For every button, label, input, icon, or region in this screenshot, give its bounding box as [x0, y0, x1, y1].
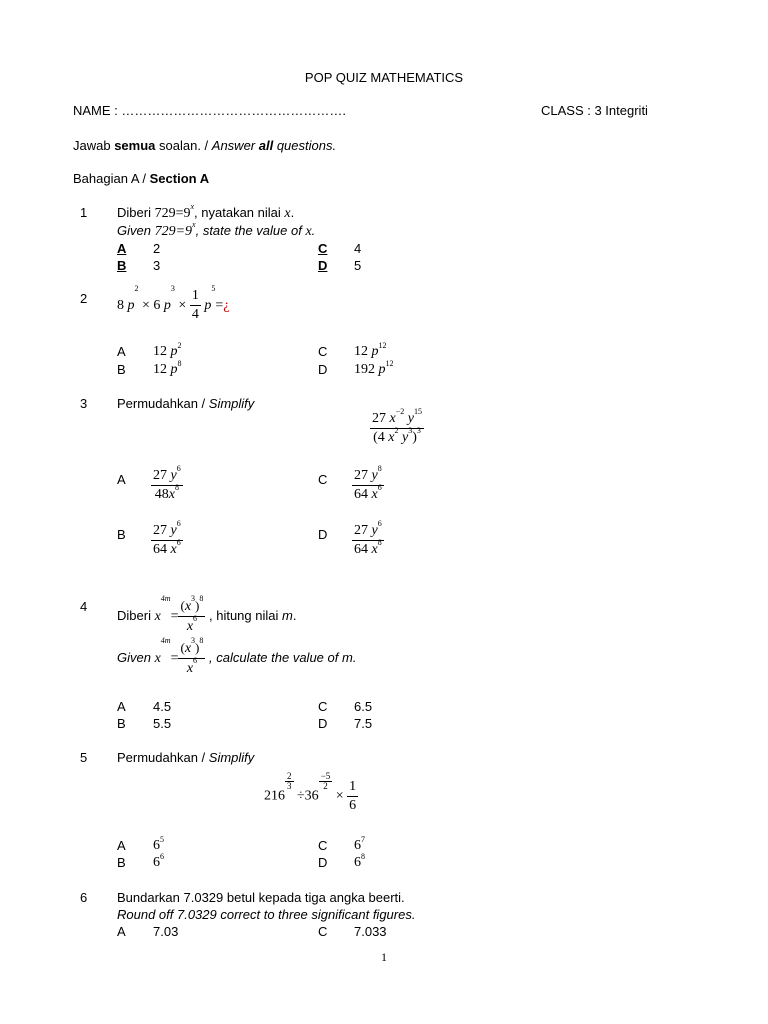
option-label: A [117, 472, 126, 487]
option-value: 4.5 [153, 699, 172, 714]
option-label: D [318, 527, 328, 542]
question-text: Permudahkan / Simplify [117, 396, 255, 411]
option-label: A [117, 838, 126, 853]
option-label: B [117, 362, 126, 377]
option-value: $\frac{27 y^6}{64 x^6}$ [153, 519, 181, 557]
option-label: C [318, 344, 328, 359]
section-heading: Bahagian A / Section A [73, 171, 210, 186]
option-label: B [117, 716, 126, 731]
option-label: B [117, 855, 126, 870]
option-value: 2 [153, 241, 161, 256]
question-text-ms: Diberi $729=9^x$, nyatakan nilai x. [117, 202, 295, 221]
option-value: 3 [153, 258, 161, 273]
question-number: 6 [80, 890, 88, 905]
option-value: 7.03 [153, 924, 179, 939]
option-value: 4 [354, 241, 362, 256]
question-text-ms: Diberi $x^{4m}=$ $\frac{(x^3)^8}{x^6}$ , hitung nilai m. [117, 594, 297, 634]
page-title: POP QUIZ MATHEMATICS [304, 70, 464, 85]
question-text-en: Given $729=9^x$, state the value of x. [117, 220, 316, 239]
option-label: D [318, 258, 328, 273]
question-expression: $\frac{27 x^{-2} y^{15}}{(4 x^2 y^3)^3}$ [372, 407, 422, 445]
question-text-en: Round off 7.0329 correct to three significant figures. [117, 907, 416, 922]
option-value: 192 $p^{12}$ [354, 359, 394, 377]
option-label: C [318, 838, 328, 853]
question-text-en: Given $x^{4m}=$ $\frac{(x^3)^8}{x^6}$ , calculate the value of m. [117, 636, 357, 676]
option-label: D [318, 716, 328, 731]
question-expression: 8 $p^2 \times 6$ $p^3$ × $\frac{1}{4}$ $p^5=¿$ [117, 284, 230, 323]
option-value: $\frac{27 y^8}{64 x^6}$ [354, 464, 382, 502]
question-number: 1 [80, 205, 88, 220]
option-value: 12 $p^2$ [153, 341, 182, 359]
option-label: C [318, 241, 328, 256]
option-value: $6^5$ [153, 835, 164, 853]
question-number: 4 [80, 599, 88, 614]
option-label: C [318, 472, 328, 487]
question-expression: 216 $\frac{2}{3}$ ÷36 $\frac{-5}{2}$ × $\frac{1}{6}$ [264, 771, 357, 813]
option-label: B [117, 527, 126, 542]
option-value: $6^6$ [153, 852, 164, 870]
option-label: A [117, 924, 126, 939]
option-value: 5 [354, 258, 362, 273]
question-text-ms: Bundarkan 7.0329 betul kepada tiga angka beerti. [117, 890, 405, 905]
option-value: $6^8$ [354, 852, 365, 870]
option-label: B [117, 258, 127, 273]
question-number: 3 [80, 396, 88, 411]
option-label: C [318, 924, 328, 939]
instruction: Jawab semua soalan. / Answer all questions. [73, 138, 337, 153]
option-label: C [318, 699, 328, 714]
class-field: CLASS : 3 Integriti [541, 103, 648, 118]
option-label: D [318, 362, 328, 377]
page-number: 1 [381, 950, 387, 964]
option-value: 12 $p^{12}$ [354, 341, 387, 359]
option-label: A [117, 344, 126, 359]
question-text: Permudahkan / Simplify [117, 750, 255, 765]
question-number: 5 [80, 750, 88, 765]
option-value: $6^7$ [354, 835, 365, 853]
option-value: $\frac{27 y^6}{48x^8}$ [153, 464, 181, 502]
option-label: D [318, 855, 328, 870]
option-value: 12 $p^8$ [153, 359, 182, 377]
option-value: 6.5 [354, 699, 373, 714]
name-field: NAME : ……………………………………………. [73, 103, 347, 118]
option-value: $\frac{27 y^6}{64 x^8}$ [354, 519, 382, 557]
option-value: 7.033 [354, 924, 387, 939]
option-label: A [117, 241, 127, 256]
option-value: 5.5 [153, 716, 172, 731]
question-number: 2 [80, 291, 88, 306]
option-value: 7.5 [354, 716, 373, 731]
option-label: A [117, 699, 126, 714]
